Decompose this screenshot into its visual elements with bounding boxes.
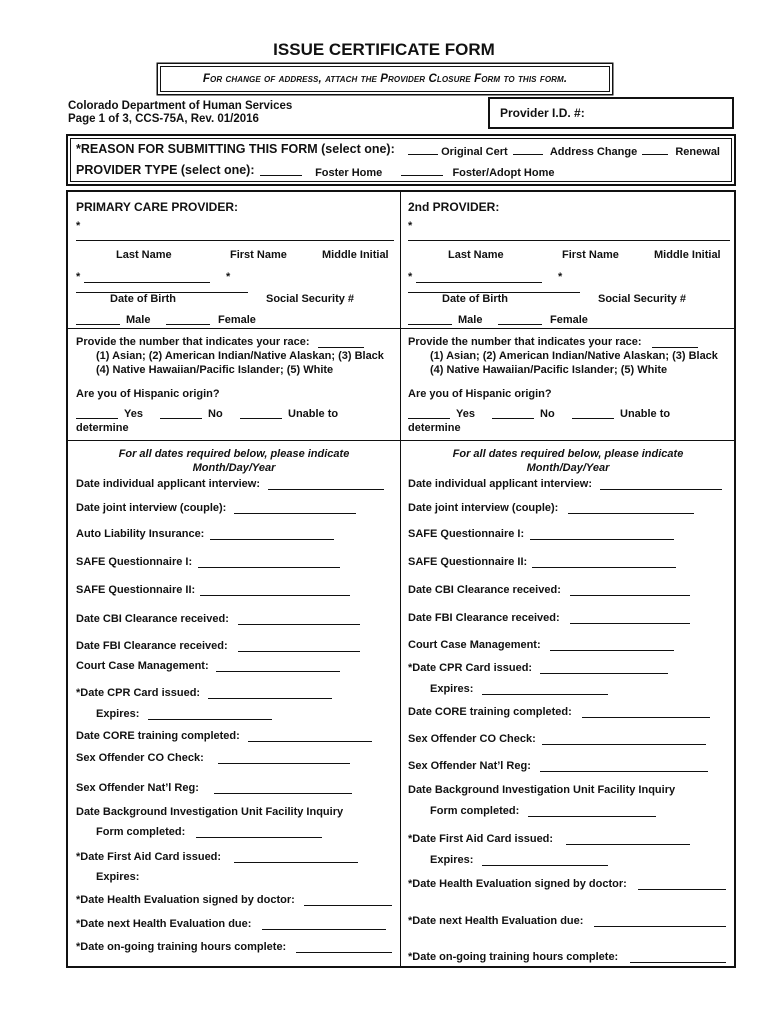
right-blank-applicant-interview[interactable]	[600, 489, 722, 490]
asterisk: *	[408, 271, 413, 283]
foster-home-blank[interactable]	[260, 165, 302, 176]
female-label: Female	[218, 314, 256, 326]
original-cert-option: Original Cert	[441, 146, 508, 158]
left-blank-court-case[interactable]	[216, 671, 340, 672]
male-label: Male	[458, 314, 483, 326]
right-field-bgi: Date Background Investigation Unit Facility Inquiry	[408, 784, 676, 796]
left-field-form-completed: Form completed:	[96, 826, 186, 838]
race-prompt: Provide the number that indicates your race:	[408, 336, 642, 348]
left-field-fbi: Date FBI Clearance received:	[76, 640, 228, 652]
race-options-1: (1) Asian; (2) American Indian/Native Alaskan; (3) Black	[430, 350, 718, 362]
right-field-first-aid-expires: Expires:	[430, 854, 474, 866]
primary-dob-line[interactable]	[84, 282, 210, 283]
right-blank-sex-offender-co[interactable]	[542, 744, 706, 745]
ssn-label: Social Security #	[266, 293, 355, 305]
left-blank-safe-1[interactable]	[198, 567, 340, 568]
right-field-applicant-interview: Date individual applicant interview:	[408, 478, 592, 490]
provider-id-label: Provider I.D. #:	[500, 106, 585, 120]
right-field-core: Date CORE training completed:	[408, 706, 572, 718]
left-field-health-eval: *Date Health Evaluation signed by doctor:	[76, 894, 295, 906]
left-field-safe-1: SAFE Questionnaire I:	[76, 556, 193, 568]
primary-male-blank[interactable]	[76, 324, 120, 325]
left-field-joint-interview: Date joint interview (couple):	[76, 502, 227, 514]
right-field-cpr: *Date CPR Card issued:	[408, 662, 533, 674]
right-blank-fbi[interactable]	[570, 623, 690, 624]
original-cert-blank[interactable]	[408, 144, 438, 155]
right-blank-health-eval[interactable]	[638, 889, 726, 890]
right-field-fbi: Date FBI Clearance received:	[408, 612, 560, 624]
right-field-safe-1: SAFE Questionnaire I:	[408, 528, 525, 540]
primary-race-blank[interactable]	[318, 347, 364, 348]
second-male-blank[interactable]	[408, 324, 452, 325]
ssn-label: Social Security #	[598, 293, 687, 305]
second-provider-header: 2nd PROVIDER:	[408, 200, 500, 214]
unable-label: Unable to	[620, 408, 671, 420]
right-blank-safe-1[interactable]	[530, 539, 674, 540]
right-field-joint-interview: Date joint interview (couple):	[408, 502, 559, 514]
second-name-line[interactable]	[408, 240, 730, 241]
left-field-next-health-eval: *Date next Health Evaluation due:	[76, 918, 252, 930]
right-field-cbi: Date CBI Clearance received:	[408, 584, 561, 596]
hispanic-prompt: Are you of Hispanic origin?	[408, 388, 552, 400]
right-blank-next-health-eval[interactable]	[594, 926, 726, 927]
right-blank-core[interactable]	[582, 717, 710, 718]
renewal-blank[interactable]	[642, 144, 668, 155]
foster-home-option: Foster Home	[315, 167, 383, 179]
left-blank-cpr[interactable]	[208, 698, 332, 699]
primary-hisp-yes-blank[interactable]	[76, 418, 118, 419]
right-field-sex-offender-natl: Sex Offender Nat’l Reg:	[408, 760, 531, 772]
left-field-bgi: Date Background Investigation Unit Facility Inquiry	[76, 806, 344, 818]
foster-adopt-blank[interactable]	[401, 165, 443, 176]
dates-note-line2: Month/Day/Year	[192, 462, 276, 474]
first-name-label: First Name	[230, 249, 287, 261]
second-hisp-unable-blank[interactable]	[572, 418, 614, 419]
left-blank-training-hours[interactable]	[296, 952, 392, 953]
right-field-training-hours: *Date on-going training hours complete:	[408, 951, 619, 963]
dob-label: Date of Birth	[110, 293, 176, 305]
left-blank-next-health-eval[interactable]	[262, 929, 386, 930]
right-blank-first-aid-expires[interactable]	[482, 865, 608, 866]
right-blank-cbi[interactable]	[570, 595, 690, 596]
left-blank-cpr-expires[interactable]	[148, 719, 272, 720]
address-change-notice	[160, 66, 610, 92]
right-field-court-case: Court Case Management:	[408, 639, 541, 651]
form-revision: Page 1 of 3, CCS-75A, Rev. 01/2016	[68, 113, 259, 125]
left-blank-sex-offender-co[interactable]	[218, 763, 350, 764]
provider-id-box[interactable]	[488, 97, 734, 129]
right-field-cpr-expires: Expires:	[430, 683, 474, 695]
right-blank-court-case[interactable]	[550, 650, 674, 651]
left-field-cpr: *Date CPR Card issued:	[76, 687, 201, 699]
right-blank-joint-interview[interactable]	[568, 513, 694, 514]
yes-label: Yes	[456, 408, 475, 420]
left-blank-sex-offender-natl[interactable]	[214, 793, 352, 794]
renewal-option: Renewal	[675, 146, 720, 158]
asterisk: *	[408, 220, 413, 232]
left-blank-applicant-interview[interactable]	[268, 489, 384, 490]
notice-text: For change of address, attach the Provider Closure Form to this form.	[202, 73, 568, 85]
asterisk: *	[558, 271, 563, 283]
dates-note-line1: For all dates required below, please indicate	[452, 448, 684, 460]
reason-options	[408, 144, 720, 158]
right-blank-cpr-expires[interactable]	[482, 694, 608, 695]
form-title: ISSUE CERTIFICATE FORM	[273, 40, 495, 59]
right-blank-safe-2[interactable]	[532, 567, 676, 568]
agency-info	[68, 100, 292, 126]
right-field-sex-offender-co: Sex Offender CO Check:	[408, 733, 536, 745]
dates-note-line2: Month/Day/Year	[526, 462, 610, 474]
left-blank-joint-interview[interactable]	[234, 513, 356, 514]
left-field-first-aid: *Date First Aid Card issued:	[76, 851, 222, 863]
provider-type-label: PROVIDER TYPE (select one):	[76, 163, 255, 177]
last-name-label: Last Name	[116, 249, 172, 261]
reason-label: *REASON FOR SUBMITTING THIS FORM (select one):	[76, 142, 395, 156]
primary-hisp-no-blank[interactable]	[160, 418, 202, 419]
first-name-label: First Name	[562, 249, 619, 261]
left-blank-core[interactable]	[248, 741, 372, 742]
primary-hisp-unable-blank[interactable]	[240, 418, 282, 419]
left-field-cpr-expires: Expires:	[96, 708, 140, 720]
right-field-first-aid: *Date First Aid Card issued:	[408, 833, 554, 845]
right-field-next-health-eval: *Date next Health Evaluation due:	[408, 915, 584, 927]
left-field-training-hours: *Date on-going training hours complete:	[76, 941, 287, 953]
provider-details	[66, 190, 736, 968]
right-blank-form-completed[interactable]	[528, 816, 656, 817]
agency-name: Colorado Department of Human Services	[68, 100, 293, 112]
primary-provider-header: PRIMARY CARE PROVIDER:	[76, 200, 239, 214]
left-field-applicant-interview: Date individual applicant interview:	[76, 478, 260, 490]
middle-initial-label: Middle Initial	[322, 249, 389, 261]
hispanic-prompt: Are you of Hispanic origin?	[76, 388, 220, 400]
race-options-2: (4) Native Hawaiian/Pacific Islander; (5) White	[96, 364, 334, 376]
address-change-option: Address Change	[549, 146, 638, 158]
female-label: Female	[550, 314, 588, 326]
primary-female-blank[interactable]	[166, 324, 210, 325]
middle-initial-label: Middle Initial	[654, 249, 721, 261]
race-prompt: Provide the number that indicates your race:	[76, 336, 310, 348]
unable-label: Unable to	[288, 408, 339, 420]
right-field-form-completed: Form completed:	[430, 805, 520, 817]
left-field-court-case: Court Case Management:	[76, 660, 209, 672]
second-hisp-yes-blank[interactable]	[408, 418, 450, 419]
left-field-first-aid-expires: Expires:	[96, 871, 140, 883]
asterisk: *	[76, 271, 81, 283]
race-options-1: (1) Asian; (2) American Indian/Native Alaskan; (3) Black	[96, 350, 384, 362]
left-field-core: Date CORE training completed:	[76, 730, 240, 742]
dob-label: Date of Birth	[442, 293, 508, 305]
reason-section	[66, 134, 736, 186]
primary-name-line[interactable]	[76, 240, 394, 241]
provider-type-options	[260, 165, 555, 179]
no-label: No	[540, 408, 555, 420]
left-blank-form-completed[interactable]	[196, 837, 322, 838]
right-blank-cpr[interactable]	[540, 673, 668, 674]
no-label: No	[208, 408, 223, 420]
right-blank-training-hours[interactable]	[630, 962, 726, 963]
left-blank-auto-insurance[interactable]	[210, 539, 334, 540]
left-blank-first-aid[interactable]	[234, 862, 358, 863]
asterisk: *	[226, 271, 231, 283]
determine-label: determine	[76, 422, 129, 434]
right-field-safe-2: SAFE Questionnaire II:	[408, 556, 528, 568]
yes-label: Yes	[124, 408, 143, 420]
left-blank-health-eval[interactable]	[304, 905, 392, 906]
second-race-blank[interactable]	[652, 347, 698, 348]
last-name-label: Last Name	[448, 249, 504, 261]
foster-adopt-option: Foster/Adopt Home	[452, 167, 555, 179]
left-field-safe-2: SAFE Questionnaire II:	[76, 584, 196, 596]
male-label: Male	[126, 314, 151, 326]
second-female-blank[interactable]	[498, 324, 542, 325]
race-options-2: (4) Native Hawaiian/Pacific Islander; (5) White	[430, 364, 668, 376]
left-field-sex-offender-natl: Sex Offender Nat’l Reg:	[76, 782, 199, 794]
left-field-auto-insurance: Auto Liability Insurance:	[76, 528, 205, 540]
right-blank-sex-offender-natl[interactable]	[540, 771, 708, 772]
asterisk: *	[76, 220, 81, 232]
address-change-blank[interactable]	[513, 144, 543, 155]
left-field-sex-offender-co: Sex Offender CO Check:	[76, 752, 204, 764]
dates-note-line1: For all dates required below, please indicate	[118, 448, 350, 460]
second-hisp-no-blank[interactable]	[492, 418, 534, 419]
left-blank-cbi[interactable]	[238, 624, 360, 625]
left-field-cbi: Date CBI Clearance received:	[76, 613, 229, 625]
right-blank-first-aid[interactable]	[566, 844, 690, 845]
left-blank-safe-2[interactable]	[200, 595, 350, 596]
right-field-health-eval: *Date Health Evaluation signed by doctor:	[408, 878, 627, 890]
left-blank-fbi[interactable]	[238, 651, 360, 652]
determine-label: determine	[408, 422, 461, 434]
second-dob-line[interactable]	[416, 282, 542, 283]
